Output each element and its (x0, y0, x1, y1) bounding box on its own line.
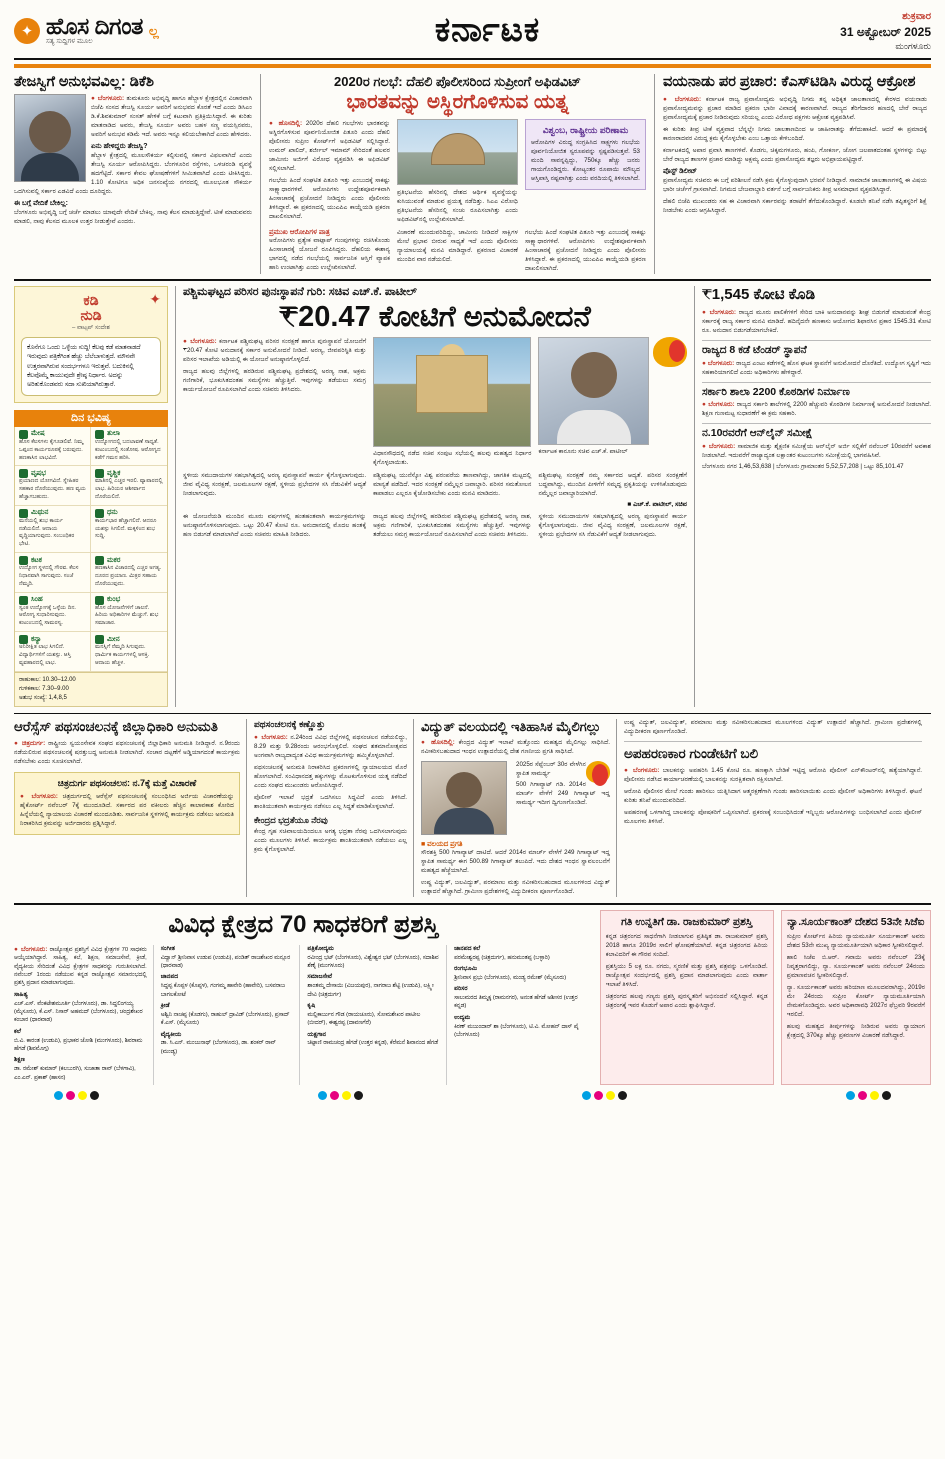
article-cji (781, 910, 931, 1085)
zodiac-item (91, 593, 167, 632)
article-body-2: ಆರೋಪಿ ಪೊಲೀಸರ ಮೇಲೆ ಗುಂಡು ಹಾರಿಸಲು ಯತ್ನಿಸಿದಾಗ ಆತ್ಮರಕ್ಷಣೆಗಾಗಿ ಗುಂಡು ಹಾರಿಸಲಾಯಿತು ಎಂದು ಪೊಲೀಸ್ ಅಧಿಕಾರಿಗಳು ತಿಳಿಸಿದ್ದಾರೆ. ಘಟನೆ ಕುರಿತು ತನಿಖೆ ಮುಂದುವರಿದಿದೆ. (624, 788, 922, 805)
award-column (454, 945, 593, 1085)
award-names: ಚಿಟ್ಟಾಣಿ ರಾಮಚಂದ್ರ ಹೆಗಡೆ (ಉತ್ತರ ಕನ್ನಡ), ಕೆರೆಮನೆ ಶಿವಾನಂದ ಹೆಗಡೆ (307, 1040, 439, 1047)
cyan-dot (582, 1091, 591, 1100)
sidebar-box-body: ಆರೋಪಿಗಳ ವಿರುದ್ಧ ಸಂಗ್ರಹಿಸಿದ ಸಾಕ್ಷ್ಯಗಳು ಗಲಭೆಯ ಪೂರ್ವನಿಯೋಜಿತ ಸ್ವರೂಪವನ್ನು ಸ್ಪಷ್ಟಪಡಿಸುತ್ತವೆ. 53 ಮಂದಿ ಸಾವನ್ನಪ್ಪಿದ್ದು, 750ಕ್ಕೂ ಹೆಚ್ಚು ಜನರು ಗಾಯಗೊಂಡಿದ್ದರು. ಕೋಟ್ಯಂತರ ರೂಪಾಯಿ ಮೌಲ್ಯದ ಆಸ್ತಿಪಾಸ್ತಿ ನಷ್ಟವಾಗಿತ್ತು ಎಂದು ವರದಿಯಲ್ಲಿ ತಿಳಿಸಲಾಗಿದೆ. (531, 139, 640, 183)
article-headline: ಅಪಹರಣಕಾರ ಗುಂಡೇಟಿಗೆ ಬಲಿ (624, 745, 759, 761)
black-dot (90, 1091, 99, 1100)
cyan-dot (54, 1091, 63, 1100)
article-subhead: ಏನು ಹೇಳಿದ್ದರು ತೇಜಸ್ವಿ? (91, 143, 148, 151)
award-category: ಕೃಷಿ (307, 1001, 316, 1009)
unlucky-numbers: ಅಶುಭ ಸಂಖ್ಯೆ: 1,4,8,5 (19, 694, 67, 701)
article-subhead-2: ಈ ಬಗ್ಗೆ ವೇದಿಕೆ ಬೇಕಿಲ್ಲ: (14, 200, 68, 208)
zodiac-name: ಮಿಥುನ (31, 509, 49, 517)
zodiac-text: ಅನಿರೀಕ್ಷಿತ ಲಾಭ ಸಿಗಲಿದೆ. ವಿದ್ಯಾರ್ಥಿಗಳಿಗೆ ಯಶಸ್ಸು. ಆಸ್ತಿ ವ್ಯವಹಾರದಲ್ಲಿ ಲಾಭ. (19, 644, 71, 666)
yellow-dot (606, 1091, 615, 1100)
article-body-4: ಅರೋಪಿಗಳು ಪ್ರತ್ಯೇಕ ವಾಟ್ಸಾಪ್ ಗುಂಪುಗಳನ್ನು ರಚಿಸಿಕೊಂಡು ಹಿಂಸಾಚಾರಕ್ಕೆ ಯೋಜನೆ ರೂಪಿಸಿದ್ದರು. ದೆಹಲಿಯ ಈಶಾನ್ಯ ಭಾಗದಲ್ಲಿ ನಡೆದ ಗಲಭೆಯಲ್ಲಿ ಸಾರ್ವಜನಿಕ ಆಸ್ತಿಗೆ ವ್ಯಾಪಕ ಹಾನಿ ಉಂಟಾಗಿತ್ತು ಎಂದು ಉಲ್ಲೇಖಿಸಲಾಗಿದೆ. (269, 237, 390, 272)
award-category: ವೈದ್ಯಕೀಯ (160, 1030, 182, 1038)
zodiac-text: ಹಣಕಾಸಿನ ವಿಚಾರದಲ್ಲಿ ಎಚ್ಚರ ಅಗತ್ಯ. ದೂರದ ಪ್ರಯಾಣ. ಮಿತ್ರರ ಸಹಾಯ ದೊರೆಯುವುದು. (94, 565, 162, 587)
zodiac-item (91, 632, 167, 671)
flame-icon: ✦ (14, 18, 40, 44)
article-body-1: ನ.24ರಿಂದ ವಿವಿಧ ಜಿಲ್ಲೆಗಳಲ್ಲಿ ಪಥಸಂಚಲನ ನಡೆಯಲಿದ್ದು, 8.29 ಮತ್ತು 9.28ರಂದು ಆರಂಭಗೊಳ್ಳಲಿದೆ. ಸಂಘದ ಶತಮಾನೋತ್ಸವದ ಅಂಗವಾಗಿ ರಾಜ್ಯದಾದ್ಯಂತ ವಿವಿಧ ಕಾರ್ಯಕ್ರಮಗಳನ್ನು ಹಮ್ಮಿಕೊಳ್ಳಲಾಗಿದೆ. (254, 733, 407, 759)
article-body-2: ಈ ಕುರಿತು ತೀವ್ರ ಟೀಕೆ ವ್ಯಕ್ತವಾದ ಬೆನ್ನಲ್ಲೇ ನಿಗಮ ಜಾಲತಾಣದಿಂದ ಆ ಜಾಹೀರಾತನ್ನು ತೆಗೆದುಹಾಕಿದೆ. ಆದರೆ ಈ ಪ್ರಮಾದಕ್ಕೆ ಕಾರಣರಾದವರ ವಿರುದ್ಧ ಕ್ರಮ ಕೈಗೊಳ್ಳಬೇಕು ಎಂಬ ಒತ್ತಾಯ ಕೇಳಿಬಂದಿದೆ. (663, 126, 927, 143)
award-names: ಪರಮೇಶ್ವರಪ್ಪ (ಚಿತ್ರದುರ್ಗ), ಹನುಮಂತಪ್ಪ (ಬಳ್ಳಾರಿ) (454, 954, 550, 961)
article-body-5: ದೆಹಲಿ ಬಿಜೆಪಿ ಮುಖಂಡರು ಸಹ ಈ ವಿಚಾರವಾಗಿ ಸರ್ಕಾರವನ್ನು ತರಾಟೆಗೆ ತೆಗೆದುಕೊಂಡಿದ್ದಾರೆ. ಕೂಡಲೇ ತನಿಖೆ ನಡೆಸಿ ತಪ್ಪಿತಸ್ಥರಿಗೆ ಶಿಕ್ಷೆ ನೀಡಬೇಕು ಎಂದು ಆಗ್ರಹಿಸಿದ್ದಾರೆ. (663, 198, 927, 215)
edition-city: ಮಂಗಳೂರು (895, 40, 931, 51)
star-icon: ✦ (149, 291, 161, 308)
zodiac-icon (19, 430, 28, 439)
photo-caption: ವಿಧಾನಸೌಧದಲ್ಲಿ ನಡೆದ ಸಚಿವ ಸಂಪುಟ ಸಭೆಯಲ್ಲಿ ಹಲವು ಮಹತ್ವದ ನಿರ್ಧಾರ ಕೈಗೊಳ್ಳಲಾಯಿತು. (373, 450, 532, 467)
article-subhead: ಕೇಂದ್ರದ ಭದ್ರತೆಯೂ ನೆರವು (254, 814, 328, 825)
award-category: ಶಿಕ್ಷಣ (14, 1056, 25, 1064)
article-body-2: ಹಾಲಿ ಸಿಜೆಐ ಬಿ.ಆರ್. ಗವಾಯಿ ಅವರು ನವೆಂಬರ್ 23ಕ್ಕೆ ನಿವೃತ್ತರಾಗಲಿದ್ದು, ನ್ಯಾ. ಸೂರ್ಯಕಾಂತ್ ಅವರು ನವೆಂಬರ್ 24ರಂದು ಪ್ರಮಾಣವಚನ ಸ್ವೀಕರಿಸಲಿದ್ದಾರೆ. (786, 953, 925, 979)
cyan-dot (318, 1091, 327, 1100)
sidebar-right (702, 286, 931, 706)
zodiac-icon (95, 430, 104, 439)
zodiac-item (15, 506, 91, 553)
quote-attribution: ■ ಎಚ್.ಕೆ. ಪಾಟೀಲ್, ಸಚಿವ (627, 501, 687, 509)
article-headline: ಗತಿ ಉನ್ನತಿಗೆ ಡಾ. ರಾಜಕುಮಾರ್ ಪ್ರಶಸ್ತಿ (621, 915, 753, 928)
award-names: ವಿದ್ವಾನ್ ಶ್ರೀನಿವಾಸ ಉಡುಪ (ಉಡುಪಿ), ಪಂಡಿತ್ ರಾಜಶೇಖರ ಮನ್ಸೂರ (ಧಾರವಾಡ) (160, 954, 291, 969)
sidebar-box (525, 119, 646, 190)
lead-headline: ₹20.47 ಕೋಟಿಗೆ ಅನುಮೋದನೆ (279, 301, 591, 334)
zodiac-item (15, 593, 91, 632)
award-category: ರಂಗಭೂಮಿ (454, 964, 478, 972)
zodiac-text: ಹೊಸ ಯೋಜನೆಗಳಿಗೆ ಚಾಲನೆ. ಹಿರಿಯ ಅಧಿಕಾರಿಗಳ ಮೆಚ್ಚುಗೆ. ಶುಭ ಸಮಾಚಾರ. (94, 604, 159, 627)
news-headline-1: ₹1,545 ಕೋಟಿ ಕೊಡಿ (701, 286, 816, 304)
zodiac-icon (95, 596, 104, 605)
article-body-1: 2020ರ ದೆಹಲಿ ಗಲಭೆಗಳು ಭಾರತವನ್ನು ಅಸ್ಥಿರಗೊಳಿಸುವ ಪೂರ್ವನಿಯೋಜಿತ ಪಿತೂರಿ ಎಂದು ದೆಹಲಿ ಪೊಲೀಸರು ಸುಪ್ರೀಂ ಕೋರ್ಟ್‌ಗೆ ಅಫಿಡವಿಟ್ ಸಲ್ಲಿಸಿದ್ದಾರೆ. ಉಮರ್ ಖಾಲಿದ್, ಶರ್ಜೀಲ್ ಇಮಾಮ್ ಸೇರಿದಂತೆ ಹಲವರ ಜಾಮೀನು ಅರ್ಜಿಗೆ ವಿರೋಧ ವ್ಯಕ್ತಪಡಿಸಿ ಈ ಅಫಿಡವಿಟ್ ಸಲ್ಲಿಸಲಾಗಿದೆ. (269, 120, 390, 173)
kadinudi-title-2: ನುಡಿ (80, 306, 102, 323)
sidebar-left (14, 286, 168, 706)
article-body-3: ಪ್ರತಿಭಟನೆಯ ಹೆಸರಿನಲ್ಲಿ ದೇಶದ ಆರ್ಥಿಕ ವ್ಯವಸ್ಥೆಯನ್ನು ಕುಸಿಯುವಂತೆ ಮಾಡುವ ಪ್ರಯತ್ನ ನಡೆದಿತ್ತು. ಸಿಎಎ ವಿರೋಧಿ ಪ್ರತಿಭಟನೆಯ ಹೆಸರಿನಲ್ಲಿ ಸಂಚು ರೂಪಿಸಲಾಗಿತ್ತು ಎಂದು ಅಫಿಡವಿಟ್‌ನಲ್ಲಿ ಉಲ್ಲೇಖಿಸಲಾಗಿದೆ. (397, 189, 518, 224)
kadinudi-text: ಕೊನೆಗೂ ಒಂದು ಒಳ್ಳೆಯ ಸುದ್ದಿ! ಕೆಲವು ಕಡೆ ಮಾತನಾಡದೆ ಇರುವುದು ಪತ್ರಿಕೆಗಿಂತ ಹೆಚ್ಚು ಬೆಲೆಬಾಳುತ್ತದೆ. ಮೌನವೇ ಉತ್ತರವಾಗಿರುವ ಸಂದರ್ಭಗಳೂ ಇರುತ್ತವೆ. ಬದುಕಿನಲ್ಲಿ ಕೆಲವೊಮ್ಮೆ ಕಾಯುವುದೇ ಶ್ರೇಷ್ಠ ನಿರ್ಧಾರ. ಅದನ್ನು ಅರಿತುಕೊಂಡವರು ಸದಾ ಸುಖಿಯಾಗಿರುತ್ತಾರೆ. (21, 337, 161, 396)
minister-caption: ಕರ್ನಾಟಕ ಕಾನೂನು ಸಚಿವ ಎಚ್.ಕೆ. ಪಾಟೀಲ್ (538, 448, 628, 456)
award-category: ಉದ್ಯಮ (454, 1013, 471, 1021)
zodiac-icon (95, 509, 104, 518)
award-column (161, 945, 301, 1085)
yellow-dot (342, 1091, 351, 1100)
article-dkshi (14, 74, 252, 274)
zodiac-text: ಉದ್ಯೋಗ ಸ್ಥಳದಲ್ಲಿ ಗೌರವ. ಕೆಲಸ ನಿಧಾನವಾಗಿ ಸಾಗುವುದು. ಸಂಜೆ ನೆಮ್ಮದಿ. (19, 565, 79, 587)
lead-body-4: ಪಶ್ಚಿಮಘಟ್ಟ ಯುನೆಸ್ಕೋ ವಿಶ್ವ ಪರಂಪರೆಯ ತಾಣವಾಗಿದ್ದು, ಜಾಗತಿಕ ಮಟ್ಟದಲ್ಲಿ ಮಾನ್ಯತೆ ಪಡೆದಿದೆ. ಇದರ ಸಂರಕ್ಷಣೆ ನಮ್ಮೆಲ್ಲರ ಜವಾಬ್ದಾರಿ. ಪರಿಸರ ಸಮತೋಲನ ಕಾಪಾಡಲು ಎಲ್ಲರೂ ಕೈಜೋಡಿಸಬೇಕು ಎಂದು ಮನವಿ ಮಾಡಿದರು. (373, 472, 532, 498)
article-body-4: ಹಲವು ಮಹತ್ವದ ತೀರ್ಪುಗಳನ್ನು ನೀಡಿರುವ ಅವರು ನ್ಯಾಯಾಂಗ ಕ್ಷೇತ್ರದಲ್ಲಿ 370ಕ್ಕೂ ಹೆಚ್ಚು ಪ್ರಕರಣಗಳ ವಿಚಾರಣೆ ನಡೆಸಿದ್ದಾರೆ. (786, 1022, 925, 1039)
highlight-byline: ● ಬೆಂಗಳೂರು: (20, 793, 58, 801)
article-delhi-riots (260, 74, 655, 274)
zodiac-item (15, 466, 91, 505)
zodiac-name: ಧನು (106, 509, 118, 517)
zodiac-text: ಕಾರ್ಯಭಾರ ಹೆಚ್ಚಾಗಲಿದೆ. ಆದರೂ ಯಶಸ್ಸು ಸಿಗಲಿದೆ. ಮಕ್ಕಳಿಂದ ಶುಭ ಸುದ್ದಿ. (94, 517, 157, 540)
gulikakala: ಗುಳಿಕಕಾಲ: 7.30–9.00 (19, 685, 69, 692)
article-byline: ● ಬೆಂಗಳೂರು: (91, 95, 125, 103)
lead-article (175, 286, 695, 706)
award-names: ಬಿ.ವಿ. ಕಾರಂತ (ಉಡುಪಿ), ಪ್ರಭಾಕರ ಜೋಶಿ (ಮಂಗಳೂರು), ಶಿವರಾಮ ಹೆಗಡೆ (ಶಿವಮೊಗ್ಗ) (14, 1037, 143, 1052)
zodiac-icon (19, 469, 28, 478)
article-subhead: ಪ್ರಮುಖ ಆರೋಪಿಗಳ ಪಾತ್ರ (269, 229, 330, 237)
award-category: ಯಕ್ಷಗಾನ (307, 1030, 327, 1038)
registration-dot-group (318, 1091, 363, 1100)
zodiac-item (15, 427, 91, 466)
vidhana-soudha-photo (373, 337, 531, 447)
news-item-2 (702, 340, 931, 378)
article-body-3: ಕರ್ನಾಟಕದಲ್ಲಿ ಅಪಾರ ಪ್ರವಾಸಿ ತಾಣಗಳಿವೆ. ಕೊಡಗು, ಚಿಕ್ಕಮಗಳೂರು, ಹಂಪಿ, ಗೋಕರ್ಣ, ಜೋಗ ಜಲಪಾತದಂತಹ ಸ್ಥಳಗಳನ್ನು ಬಿಟ್ಟು ಬೇರೆ ರಾಜ್ಯದ ತಾಣಗಳ ಪ್ರಚಾರ ಮಾಡಿದ್ದು ಅಕ್ಷಮ್ಯ ಎಂದು ಪ್ರವಾಸೋದ್ಯಮ ತಜ್ಞರು ಅಭಿಪ್ರಾಯಪಟ್ಟಿದ್ದಾರೆ. (663, 147, 927, 164)
minister-photo (421, 761, 507, 835)
yellow-dot (78, 1091, 87, 1100)
logo-subtitle: ಸತ್ಯ ಸುದ್ದಿಗಳ ಮೂಲ (46, 38, 93, 46)
article-awards (14, 910, 593, 1085)
registration-dot-group (846, 1091, 891, 1100)
rahukala: ರಾಹುಕಾಲ: 10.30–12.00 (19, 676, 76, 683)
article-headline: ತೇಜಸ್ವಿಗೆ ಅನುಭವವಿಲ್ಲ: ಡಿಕೆಶಿ (14, 73, 154, 90)
zodiac-name: ಕನ್ಯಾ (31, 635, 42, 643)
awards-intro: ರಾಜ್ಯೋತ್ಸವ ಪ್ರಶಸ್ತಿಗೆ ವಿವಿಧ ಕ್ಷೇತ್ರಗಳ 70 ಸಾಧಕರು ಆಯ್ಕೆಯಾಗಿದ್ದಾರೆ. ಸಾಹಿತ್ಯ, ಕಲೆ, ಶಿಕ್ಷಣ, ಸಮಾಜಸೇವೆ, ಕ್ರೀಡೆ, ವೈದ್ಯಕೀಯ ಸೇರಿದಂತೆ ವಿವಿಧ ಕ್ಷೇತ್ರಗಳ ಸಾಧಕರನ್ನು ಗುರುತಿಸಲಾಗಿದೆ. ನವೆಂಬರ್ 1ರಂದು ನಡೆಯುವ ಕನ್ನಡ ರಾಜ್ಯೋತ್ಸವ ಸಮಾರಂಭದಲ್ಲಿ ಪ್ರಶಸ್ತಿ ಪ್ರದಾನ ಮಾಡಲಾಗುವುದು. (14, 946, 147, 987)
article-headline: ವಿದ್ಯುತ್ ವಲಯದಲ್ಲಿ ಇತಿಹಾಸಿಕ ಮೈಲಿಗಲ್ಲು (421, 718, 601, 734)
article-body-2: ಹೆಬ್ಬಾಳ ಕ್ಷೇತ್ರದಲ್ಲಿ ಮೂಲಸೌಕರ್ಯ ಕಲ್ಪಿಸುವಲ್ಲಿ ಸರ್ಕಾರ ವಿಫಲವಾಗಿದೆ ಎಂದು ತೇಜಸ್ವಿ ಸೂರ್ಯ ಆರೋಪಿಸಿದ್ದರು. ಬೆಂಗಳೂರಿನ ರಸ್ತೆಗಳು, ಒಳಚರಂಡಿ ವ್ಯವಸ್ಥೆ ಹದಗೆಟ್ಟಿದೆ. ಸರ್ಕಾರ ಕೇವಲ ಘೋಷಣೆಗಳಿಗೆ ಸೀಮಿತವಾಗಿದೆ ಎಂದು ಟೀಕಿಸಿದ್ದರು. 1.10 ಕೋಟಿಗೂ ಅಧಿಕ ಜನಸಂಖ್ಯೆಯ ನಗರದಲ್ಲಿ ಮೂಲಭೂತ ಸೌಕರ್ಯ ಒದಗಿಸುವಲ್ಲಿ ಸರ್ಕಾರ ಎಡವಿದೆ ಎಂದು ದೂರಿದ್ದರು. (14, 152, 252, 196)
zodiac-text: ಉದ್ಯೋಗದಲ್ಲಿ ಬದಲಾವಣೆ ಸಾಧ್ಯತೆ. ಕುಟುಂಬದಲ್ಲಿ ಸಂತೋಷ. ಆರೋಗ್ಯದ ಕಡೆಗೆ ಗಮನ ಹರಿಸಿ. (94, 438, 161, 461)
kadinudi-box (14, 286, 168, 403)
black-dot (354, 1091, 363, 1100)
zodiac-icon (95, 469, 104, 478)
award-column (14, 945, 154, 1085)
news-byline-2: ● ಬೆಂಗಳೂರು: (701, 359, 735, 367)
zodiac-name: ಮಕರ (106, 556, 121, 564)
zodiac-text: ಸ್ವಂತ ಉದ್ಯೋಗಕ್ಕೆ ಒಳ್ಳೆಯ ದಿನ. ಆರೋಗ್ಯ ಸುಧಾರಿಸುವುದು. ಕುಟುಂಬದಲ್ಲಿ ಸಾಮರಸ್ಯ. (19, 604, 76, 627)
article-pathasanchalana (254, 719, 414, 897)
zodiac-name: ಸಿಂಹ (31, 596, 43, 604)
top-section (14, 74, 931, 274)
lead-body-7: ಸ್ಥಳೀಯ ಸಮುದಾಯಗಳ ಸಹಭಾಗಿತ್ವದಲ್ಲಿ ಅರಣ್ಯ ಪುನಃಸ್ಥಾಪನೆ ಕಾರ್ಯ ಕೈಗೊಳ್ಳಲಾಗುವುದು. ಜೀವ ವೈವಿಧ್ಯ ಸಂರಕ್ಷಣೆ, ಜಲಮೂಲಗಳ ರಕ್ಷಣೆ, ಸ್ಥಳೀಯ ಪ್ರಭೇದಗಳ ಸಸಿ ನೆಡುವಿಕೆಗೆ ಆದ್ಯತೆ ನೀಡಲಾಗುವುದು. (538, 513, 687, 539)
article-body-2: ಗಲಭೆಯ ಹಿಂದೆ ಸಂಘಟಿತ ಪಿತೂರಿ ಇತ್ತು ಎಂಬುದಕ್ಕೆ ಸಾಕಷ್ಟು ಸಾಕ್ಷ್ಯಾಧಾರಗಳಿವೆ. ಆರೋಪಿಗಳು ಉದ್ದೇಶಪೂರ್ವಕವಾಗಿ ಹಿಂಸಾಚಾರಕ್ಕೆ ಪ್ರಚೋದನೆ ನೀಡಿದ್ದರು ಎಂದು ಪೊಲೀಸರು ತಿಳಿಸಿದ್ದಾರೆ. ಈ ಪ್ರಕರಣದಲ್ಲಿ ಯುಎಪಿಎ ಕಾಯ್ದೆಯಡಿ ಪ್ರಕರಣ ದಾಖಲಿಸಲಾಗಿದೆ. (269, 177, 390, 221)
award-category: ಪರಿಸರ (454, 985, 468, 993)
awards-byline: ● ಬೆಂಗಳೂರು: (14, 945, 48, 953)
yellow-dot (870, 1091, 879, 1100)
zodiac-icon (95, 635, 104, 644)
zodiac-icon (19, 596, 28, 605)
news-item-3 (702, 382, 931, 420)
award-names: ಸಿದ್ದಪ್ಪ ಕೊಪ್ಪಳ (ಕೊಪ್ಪಳ), ಗಂಗಮ್ಮ ಹಾವೇರಿ (ಹಾವೇರಿ), ಬಸವರಾಜ ಬಾಗಲಕೋಟೆ (160, 983, 285, 998)
zodiac-text: ಮನೆಯಲ್ಲಿ ಶುಭ ಕಾರ್ಯ ನಡೆಯಲಿದೆ. ಆದಾಯ ವೃದ್ಧಿಯಾಗುವುದು. ಸಂಬಂಧಿಕರ ಭೇಟಿ. (19, 517, 75, 548)
highlight-title: 2025ರ ಸೆಪ್ಟೆಂಬರ್ 30ರ ವೇಳೆಗಿನ ಸ್ಥಾಪಿತ ಸಾಮರ್ಥ್ಯ (516, 760, 586, 777)
article-kicker: 2020ರ ಗಲಭೆ: ದೆಹಲಿ ಪೊಲೀಸರಿಂದ ಸುಪ್ರೀಂಗೆ ಅಫಿಡವಿಟ್ (333, 73, 581, 89)
zodiac-name: ವೃಶ್ಚಿಕ (106, 469, 121, 477)
article-body-4: ಕೇಂದ್ರ ಗೃಹ ಸಚಿವಾಲಯದಿಂದಲೂ ಅಗತ್ಯ ಭದ್ರತಾ ನೆರವು ಒದಗಿಸಲಾಗುವುದು ಎಂದು ಮೂಲಗಳು ತಿಳಿಸಿವೆ. ಕಾರ್ಯಕ್ರಮ ಶಾಂತಿಯುತವಾಗಿ ನಡೆಯಲು ಎಲ್ಲ ಕ್ರಮ ಕೈಗೊಳ್ಳಲಾಗಿದೆ. (254, 827, 407, 853)
zodiac-name: ವೃಷಭ (31, 469, 46, 477)
zodiac-item (15, 553, 91, 592)
highlight-body: ಚಿತ್ರದುರ್ಗದಲ್ಲಿ ಆರೆಸ್ಸೆಸ್ ಪಥಸಂಚಲನಕ್ಕೆ ಸಂಬಂಧಿಸಿದ ಅರ್ಜಿಯ ವಿಚಾರಣೆಯನ್ನು ಹೈಕೋರ್ಟ್ ನವೆಂಬರ್ 7ಕ್ಕೆ ಮುಂದೂಡಿದೆ. ಸರ್ಕಾರದ ಪರ ವಕೀಲರು ಹೆಚ್ಚಿನ ಕಾಲಾವಕಾಶ ಕೋರಿದ ಹಿನ್ನೆಲೆಯಲ್ಲಿ ನ್ಯಾಯಾಲಯ ವಿಚಾರಣೆ ಮುಂದೂಡಿತು. ಸಾರ್ವಜನಿಕ ಸ್ಥಳಗಳಲ್ಲಿ ಕಾರ್ಯಕ್ರಮ ನಡೆಸಲು ಅನುಮತಿ ನಿರಾಕರಿಸಿದ ಕ್ರಮವನ್ನು ಅರ್ಜಿದಾರರು ಪ್ರಶ್ನಿಸಿದ್ದಾರೆ. (20, 793, 234, 828)
horoscope-title: ದಿನ ಭವಿಷ್ಯ (14, 410, 168, 427)
article-headline: ನ್ಯಾ.ಸೂರ್ಯಕಾಂತ್ ದೇಶದ 53ನೇ ಸಿಜೆಐ (787, 915, 925, 928)
article-body: ರಾಷ್ಟ್ರೀಯ ಸ್ವಯಂಸೇವಕ ಸಂಘದ ಪಥಸಂಚಲನಕ್ಕೆ ಜಿಲ್ಲಾಧಿಕಾರಿ ಅನುಮತಿ ನೀಡಿದ್ದಾರೆ. ನ.9ರಂದು ನಡೆಯಲಿರುವ ಪಥಸಂಚಲನಕ್ಕೆ ಷರತ್ತುಬದ್ಧ ಅನುಮತಿ ನೀಡಲಾಗಿದೆ. ಸಂಚಾರ ದಟ್ಟಣೆಗೆ ಅಡ್ಡಿಯಾಗದಂತೆ ಕಾರ್ಯಕ್ರಮ ನಡೆಸಬೇಕು ಎಂದು ಸೂಚಿಸಲಾಗಿದೆ. (14, 740, 240, 766)
color-registration-marks (14, 1091, 931, 1100)
middle-section (14, 279, 931, 706)
awards-headline: ವಿವಿಧ ಕ್ಷೇತ್ರದ 70 ಸಾಧಕರಿಗೆ ಪ್ರಶಸ್ತಿ (168, 910, 439, 938)
article-rajkumar-award (600, 910, 774, 1085)
bottom-section (14, 903, 931, 1085)
mango-icon (653, 337, 687, 367)
zodiac-item (91, 506, 167, 553)
award-column (307, 945, 447, 1085)
accent-bar (14, 64, 931, 68)
filler-body: ಉಷ್ಣ ವಿದ್ಯುತ್, ಜಲವಿದ್ಯುತ್, ಪರಮಾಣು ಮತ್ತು ನವೀಕರಿಸಬಹುದಾದ ಮೂಲಗಳಿಂದ ವಿದ್ಯುತ್ ಉತ್ಪಾದನೆ ಹೆಚ್ಚಾಗಿದೆ. ಗ್ರಾಮೀಣ ಪ್ರದೇಶಗಳಲ್ಲಿ ವಿದ್ಯುದೀಕರಣ ಪೂರ್ಣಗೊಂಡಿದೆ. (624, 718, 922, 735)
news-headline-2: ರಾಜ್ಯದ 8 ಕಡೆ ಟೆಂಡರ್ ಸ್ಥಾಪನೆ (701, 343, 807, 356)
award-category: ಜಾನಪದ ಕಲೆ (454, 944, 481, 952)
article-body-3: ಬೆಂಗಳೂರು ಅಭಿವೃದ್ಧಿ ಬಗ್ಗೆ ಚರ್ಚೆ ಮಾಡಲು ಯಾವುದೇ ವೇದಿಕೆ ಬೇಕಿಲ್ಲ. ನಾವು ಕೆಲಸ ಮಾಡುತ್ತಿದ್ದೇವೆ. ಟೀಕೆ ಮಾಡುವವರು ಮಾಡಲಿ, ನಾವು ಕೆಲಸದ ಮೂಲಕ ಉತ್ತರ ನೀಡುತ್ತೇವೆ ಎಂದರು. (14, 209, 252, 226)
news-stats: ಬೆಂಗಳೂರು ನಗರ 1,46,53,638 | ಬೆಂಗಳೂರು ಗ್ರಾಮಾಂತರ 5,52,57,208 | ಒಟ್ಟು 85,101.47 (701, 462, 904, 470)
zodiac-name: ಕುಂಭ (106, 596, 121, 604)
award-names: ಮಲ್ಲಿಕಾರ್ಜುನ ಗೌಡ (ರಾಯಚೂರು), ಸೋಮಶೇಖರ ಪಾಟೀಲ (ಬೀದರ್), ಈಶ್ವರಪ್ಪ (ದಾವಣಗೆರೆ) (307, 1011, 421, 1027)
article-body-3: ಚಿತ್ರರಂಗದ ಹಲವು ಗಣ್ಯರು ಪ್ರಶಸ್ತಿ ಪುರಸ್ಕೃತರಿಗೆ ಅಭಿನಂದನೆ ಸಲ್ಲಿಸಿದ್ದಾರೆ. ಕನ್ನಡ ಚಿತ್ರರಂಗಕ್ಕೆ ಇವರ ಕೊಡುಗೆ ಅಪಾರ ಎಂದು ಶ್ಲಾಘಿಸಿದ್ದಾರೆ. (605, 992, 768, 1009)
sidebar-box-title: ವಿಶ್ವಂಬ, ರಾಷ್ಟ್ರೀಯ ಪರಿಣಾಮ (542, 125, 629, 136)
article-headline: ಆರೆಸ್ಸೆಸ್ ಪಥಸಂಚಲನಕ್ಕೆ ಜಿಲ್ಲಾಧಿಕಾರಿ ಅನುಮತಿ (14, 718, 218, 734)
award-category: ಪತ್ರಿಕೋದ್ಯಮ (307, 944, 334, 952)
zodiac-text: ಹೊಸ ಕೆಲಸಗಳು ಕೈಗೂಡಲಿವೆ. ನಿಮ್ಮ ಒಪ್ಪಂದ ಕಾರ್ಯರೂಪಕ್ಕೆ ಬರುವುದು. ಹಣಕಾಸಿನ ಲಾಭವಿದೆ. (19, 438, 84, 461)
lead-kicker: ಪಶ್ಚಿಮಘಟ್ಟದ ಪರಿಸರ ಪುನಃಸ್ಥಾಪನೆ ಗುರಿ: ಸಚಿವ ಎಚ್.ಕೆ. ಪಾಟೀಲ್ (182, 286, 417, 299)
news-byline-1: ● ಬೆಂಗಳೂರು: (701, 309, 737, 317)
article-subhead: ■ ವಲಯದ ಪ್ರಗತಿ (421, 840, 463, 848)
kadinudi-title-1: ಕಡಿ (83, 292, 99, 309)
news-body-2: ರಾಜ್ಯದ ಎಂಟು ಕಡೆಗಳಲ್ಲಿ ಹೊಸ ಘಟಕ ಸ್ಥಾಪನೆಗೆ ಅನುಮೋದನೆ ದೊರೆತಿದೆ. ಉದ್ಯೋಗ ಸೃಷ್ಟಿಗೆ ಇದು ಸಹಕಾರಿಯಾಗಲಿದೆ ಎಂದು ಅಧಿಕಾರಿಗಳು ಹೇಳಿದ್ದಾರೆ. (701, 359, 931, 376)
article-body-2: ಪಥಸಂಚಲನಕ್ಕೆ ಅನುಮತಿ ನಿರಾಕರಿಸಿದ ಪ್ರಕರಣಗಳಲ್ಲಿ ನ್ಯಾಯಾಲಯದ ಮೊರೆ ಹೋಗಲಾಗಿದೆ. ಸಂವಿಧಾನದತ್ತ ಹಕ್ಕುಗಳನ್ನು ಮೊಟಕುಗೊಳಿಸುವ ಯತ್ನ ನಡೆದಿದೆ ಎಂದು ಸಂಘದ ಮುಖಂಡರು ಆರೋಪಿಸಿದ್ದಾರೆ. (254, 763, 407, 789)
cyan-dot (846, 1091, 855, 1100)
horoscope-grid (14, 427, 168, 673)
lead-body-6: ರಾಜ್ಯದ ಹಲವು ಜಿಲ್ಲೆಗಳಲ್ಲಿ ಹರಡಿರುವ ಪಶ್ಚಿಮಘಟ್ಟ ಪ್ರದೇಶದಲ್ಲಿ ಅರಣ್ಯ ನಾಶ, ಅಕ್ರಮ ಗಣಿಗಾರಿಕೆ, ಭೂಕುಸಿತದಂತಹ ಸಮಸ್ಯೆಗಳು ಹೆಚ್ಚುತ್ತಿವೆ. ಇವುಗಳನ್ನು ತಡೆಯಲು ಸಮಗ್ರ ಕಾರ್ಯಯೋಜನೆ ರೂಪಿಸಲಾಗಿದೆ ಎಂದು ಸಚಿವರು ತಿಳಿಸಿದರು. (373, 513, 532, 539)
lead-body-2: ರಾಜ್ಯದ ಹಲವು ಜಿಲ್ಲೆಗಳಲ್ಲಿ ಹರಡಿರುವ ಪಶ್ಚಿಮಘಟ್ಟ ಪ್ರದೇಶದಲ್ಲಿ ಅರಣ್ಯ ನಾಶ, ಅಕ್ರಮ ಗಣಿಗಾರಿಕೆ, ಭೂಕುಸಿತದಂತಹ ಸಮಸ್ಯೆಗಳು ಹೆಚ್ಚುತ್ತಿವೆ. ಇವುಗಳನ್ನು ತಡೆಯಲು ಸಮಗ್ರ ಕಾರ್ಯಯೋಜನೆ ರೂಪಿಸಲಾಗಿದೆ ಎಂದು ಸಚಿವರು ತಿಳಿಸಿದರು. (182, 368, 367, 394)
award-names: ಡಾ. ರಮೇಶ್ ಕುಮಾರ್ (ಕಲಬುರಗಿ), ಸುಜಾತಾ ರಾವ್ (ಬೆಳಗಾವಿ), ಎಂ.ಎನ್. ಪ್ರಕಾಶ್ (ಹಾಸನ) (14, 1066, 136, 1081)
mango-icon (586, 761, 610, 783)
zodiac-name: ತುಲಾ (106, 430, 120, 438)
award-category: ಸಮಾಜಸೇವೆ (307, 973, 333, 981)
supreme-court-photo (397, 119, 518, 185)
zodiac-text: ಪ್ರಯಾಣದ ಯೋಗವಿದೆ. ಸ್ನೇಹಿತರ ಸಹಕಾರ ದೊರೆಯುವುದು. ಹಣ ವ್ಯಯ ಹೆಚ್ಚಾಗಬಹುದು. (19, 478, 86, 500)
magenta-dot (66, 1091, 75, 1100)
article-byline: ● ಬೆಂಗಳೂರು: (624, 767, 660, 775)
lead-body-3: ಸ್ಥಳೀಯ ಸಮುದಾಯಗಳ ಸಹಭಾಗಿತ್ವದಲ್ಲಿ ಅರಣ್ಯ ಪುನಃಸ್ಥಾಪನೆ ಕಾರ್ಯ ಕೈಗೊಳ್ಳಲಾಗುವುದು. ಜೀವ ವೈವಿಧ್ಯ ಸಂರಕ್ಷಣೆ, ಜಲಮೂಲಗಳ ರಕ್ಷಣೆ, ಸ್ಥಳೀಯ ಪ್ರಭೇದಗಳ ಸಸಿ ನೆಡುವಿಕೆಗೆ ಆದ್ಯತೆ ನೀಡಲಾಗುವುದು. (182, 472, 367, 498)
article-body-3: ನ್ಯಾ. ಸೂರ್ಯಕಾಂತ್ ಅವರು ಹರಿಯಾಣ ಮೂಲದವರಾಗಿದ್ದು, 2019ರ ಮೇ 24ರಂದು ಸುಪ್ರೀಂ ಕೋರ್ಟ್ ನ್ಯಾಯಮೂರ್ತಿಯಾಗಿ ನೇಮಕಗೊಂಡಿದ್ದರು. ಅವರ ಅಧಿಕಾರಾವಧಿ 2027ರ ಫೆಬ್ರವರಿ 9ರವರೆಗೆ ಇರಲಿದೆ. (786, 983, 925, 1018)
lead-byline: ● ಬೆಂಗಳೂರು: (182, 338, 217, 346)
zodiac-name: ಮೀನ (106, 635, 120, 643)
highlight-title: ಚಿತ್ರದುರ್ಗ ಪಥಸಂಚಲನ: ನ.7ಕ್ಕೆ ಮತ್ತೆ ವಿಚಾರಣೆ (57, 778, 197, 789)
edition-info (731, 10, 931, 52)
logo-title: ಹೊಸ ದಿಗಂತ (46, 13, 143, 40)
logo-mark: ಲ್ಲ (148, 22, 159, 38)
black-dot (618, 1091, 627, 1100)
zodiac-item (15, 632, 91, 671)
article-rss-permission (14, 719, 247, 897)
highlight-body: 500 ಗಿಗಾವ್ಯಾಟ್ ಗಡಿ. 2014ರ ಮಾರ್ಚ್ ವೇಳೆಗೆ 249 ಗಿಗಾವ್ಯಾಟ್ ಇದ್ದ ಸಾಮರ್ಥ್ಯ ಇದೀಗ ದ್ವಿಗುಣಗೊಂಡಿದೆ. (516, 780, 610, 806)
article-body-1: ಬಾಲಕನನ್ನು ಅಪಹರಿಸಿ 1.45 ಕೋಟಿ ರೂ. ಹಣಕ್ಕಾಗಿ ಬೇಡಿಕೆ ಇಟ್ಟಿದ್ದ ಆರೋಪಿ ಪೊಲೀಸ್ ಎನ್‌ಕೌಂಟರ್‌ನಲ್ಲಿ ಹತ್ಯೆಯಾಗಿದ್ದಾನೆ. ಪೊಲೀಸರು ನಡೆಸಿದ ಕಾರ್ಯಾಚರಣೆಯಲ್ಲಿ ಬಾಲಕನನ್ನು ಸುರಕ್ಷಿತವಾಗಿ ರಕ್ಷಿಸಲಾಗಿದೆ. (624, 767, 922, 784)
article-body: ತುಮಕೂರು ಅಭಿವೃದ್ಧಿ ಹಾಗೂ ಹೆಬ್ಬಾಳ ಕ್ಷೇತ್ರದಲ್ಲಿನ ವಿಚಾರವಾಗಿ ಬಿಜೆಪಿ ಸಂಸದ ತೇಜಸ್ವಿ ಸೂರ್ಯ ಅವರಿಗೆ ಅನುಭವದ ಕೊರತೆ ಇದೆ ಎಂದು ಡಿಸಿಎಂ ಡಿ.ಕೆ.ಶಿವಕುಮಾರ್ ಸಂಸತ್ ಹೇಳಿಕೆ ಬಗ್ಗೆ ಕಟುವಾಗಿ ಪ್ರತಿಕ್ರಿಯಿಸಿದ್ದಾರೆ. ಈ ಕುರಿತು ಮಾತನಾಡಿದ ಅವರು, ತೇಜಸ್ವಿ ಸೂರ್ಯ ಅವರು ಬಹಳ ಸಣ್ಣ ವಯಸ್ಸಿನವರು, ಅವರಿಗೆ ಅನುಭವ ಕಡಿಮೆ ಇದೆ. ಅವರು ಇನ್ನೂ ಕಲಿಯಬೇಕಾಗಿದೆ ಎಂದು ಹೇಳಿದರು. (91, 95, 252, 139)
lower-section (14, 713, 931, 897)
weekday: ಶುಕ್ರವಾರ (902, 11, 931, 22)
article-byline: ● ಹೊಸದಿಲ್ಲಿ: (421, 738, 455, 746)
award-category: ಕ್ರೀಡೆ (160, 1001, 170, 1009)
award-names: ಸಾಲುಮರದ ತಿಮ್ಮಕ್ಕ (ರಾಮನಗರ), ಅನಂತ ಹೆಗಡೆ ಅಶೀಸರ (ಉತ್ತರ ಕನ್ನಡ) (454, 994, 578, 1010)
publish-date: 31 ಅಕ್ಟೋಬರ್ 2025 (840, 24, 931, 39)
article-headline: ವಯನಾಡು ಪರ ಪ್ರಚಾರ: ಕೆಎಸ್‌ಟಿಡಿಸಿ ವಿರುದ್ಧ ಆಕ್ರೋಶ (663, 73, 916, 90)
zodiac-item (91, 427, 167, 466)
highlight-box (14, 772, 240, 835)
article-byline: ● ಚಿತ್ರದುರ್ಗ: (14, 740, 46, 748)
article-subhead: ಪೊಸ್ಟ್ ಡಿಲೀಟ್ (663, 168, 697, 176)
article-byline: ● ಬೆಂಗಳೂರು: (254, 733, 288, 741)
minister-photo (538, 337, 648, 445)
article-body-1: ಕನ್ನಡ ಚಿತ್ರರಂಗದ ಸಾಧನೆಗಾಗಿ ನೀಡಲಾಗುವ ಪ್ರತಿಷ್ಠಿತ ಡಾ. ರಾಜಕುಮಾರ್ ಪ್ರಶಸ್ತಿ 2018 ಹಾಗೂ 2019ರ ಸಾಲಿಗೆ ಘೋಷಣೆಯಾಗಿದೆ. ಕನ್ನಡ ಚಿತ್ರರಂಗದ ಹಿರಿಯ ಕಲಾವಿದರಿಗೆ ಈ ಗೌರವ ಸಂದಿದೆ. (605, 932, 768, 958)
article-body-6: ಗಲಭೆಯ ಹಿಂದೆ ಸಂಘಟಿತ ಪಿತೂರಿ ಇತ್ತು ಎಂಬುದಕ್ಕೆ ಸಾಕಷ್ಟು ಸಾಕ್ಷ್ಯಾಧಾರಗಳಿವೆ. ಆರೋಪಿಗಳು ಉದ್ದೇಶಪೂರ್ವಕವಾಗಿ ಹಿಂಸಾಚಾರಕ್ಕೆ ಪ್ರಚೋದನೆ ನೀಡಿದ್ದರು ಎಂದು ಪೊಲೀಸರು ತಿಳಿಸಿದ್ದಾರೆ. ಈ ಪ್ರಕರಣದಲ್ಲಿ ಯುಎಪಿಎ ಕಾಯ್ದೆಯಡಿ ಪ್ರಕರಣ ದಾಖಲಿಸಲಾಗಿದೆ. (525, 229, 646, 273)
news-item-4 (702, 423, 931, 472)
zodiac-item (91, 553, 167, 592)
article-byline: ● ಹೊಸದಿಲ್ಲಿ: (269, 120, 303, 128)
zodiac-name: ಮೇಷ (31, 430, 45, 438)
article-body-5: ವಿಚಾರಣೆ ಮುಂದುವರಿದಿದ್ದು, ಜಾಮೀನು ನೀಡಿದರೆ ಸಾಕ್ಷಿಗಳ ಮೇಲೆ ಪ್ರಭಾವ ಬೀರುವ ಸಾಧ್ಯತೆ ಇದೆ ಎಂದು ಪೊಲೀಸರು ನ್ಯಾಯಾಲಯಕ್ಕೆ ಮನವಿ ಮಾಡಿದ್ದಾರೆ. ಪ್ರಕರಣದ ವಿಚಾರಣೆ ಮುಂದಿನ ವಾರ ನಡೆಯಲಿದೆ. (397, 229, 518, 264)
article-body-2: ಸೌರಶಕ್ತಿ 500 ಗಿಗಾವ್ಯಾಟ್ ದಾಟಿದೆ. ಆದರೆ 2014ರ ಮಾರ್ಚ್ ವೇಳೆಗೆ 249 ಗಿಗಾವ್ಯಾಟ್ ಇದ್ದ ಸ್ಥಾಪಿತ ಸಾಮರ್ಥ್ಯ ಈಗ 500.89 ಗಿಗಾವ್ಯಾಟ್ ತಲುಪಿದೆ. ಇದು ದೇಶದ ಇಂಧನ ಸ್ವಾವಲಂಬನೆಗೆ ಮಹತ್ವದ ಹೆಜ್ಜೆಯಾಗಿದೆ. (421, 848, 610, 874)
news-byline-4: ● ಬೆಂಗಳೂರು: (701, 442, 736, 450)
news-headline-3: ಸರ್ಕಾರಿ ಶಾಲಾ 2200 ಕೊಠಡಿಗಳ ನಿರ್ಮಾಣ (701, 385, 850, 398)
article-headline: ಪಥಸಂಚಲನಕ್ಕೆ ಕಣ್ಣೊತ್ತು (254, 718, 326, 729)
masthead (14, 10, 931, 60)
zodiac-icon (19, 635, 28, 644)
black-dot (882, 1091, 891, 1100)
article-body-4: ಪ್ರವಾಸೋದ್ಯಮ ಸಚಿವರು ಈ ಬಗ್ಗೆ ಪರಿಶೀಲನೆ ನಡೆಸಿ ಕ್ರಮ ಕೈಗೊಳ್ಳುವುದಾಗಿ ಭರವಸೆ ನೀಡಿದ್ದಾರೆ. ಸಾಮಾಜಿಕ ಜಾಲತಾಣಗಳಲ್ಲಿ ಈ ವಿಷಯ ಭಾರೀ ಚರ್ಚೆಗೆ ಗ್ರಾಸವಾಗಿದೆ. ನಿಗಮದ ಬೇಜವಾಬ್ದಾರಿ ವರ್ತನೆ ಬಗ್ಗೆ ಸಾರ್ವಜನಿಕರು ತೀವ್ರ ಅಸಮಾಧಾನ ವ್ಯಕ್ತಪಡಿಸಿದ್ದಾರೆ. (663, 177, 927, 194)
page-title: ಕರ್ನಾಟಕ (434, 11, 541, 50)
award-names: ರವೀಂದ್ರ ಭಟ್ (ಬೆಂಗಳೂರು), ವಿಶ್ವೇಶ್ವರ ಭಟ್ (ಬೆಂಗಳೂರು), ಸದಾಶಿವ ಶೆಣೈ (ಮಂಗಳೂರು) (307, 954, 439, 969)
news-body-1: ರಾಜ್ಯದ ಮೂರು ಪಾಲಿಕೆಗಳಿಗೆ ಸೇರಿದ ಬಾಕಿ ಅನುದಾನವನ್ನು ಶೀಘ್ರ ಬಿಡುಗಡೆ ಮಾಡುವಂತೆ ಕೇಂದ್ರ ಸರ್ಕಾರಕ್ಕೆ ರಾಜ್ಯ ಸರ್ಕಾರ ಮನವಿ ಮಾಡಿದೆ. ಹದಿನೈದನೇ ಹಣಕಾಸು ಆಯೋಗದ ಶಿಫಾರಸಿನ ಪ್ರಕಾರ 1545.31 ಕೋಟಿ ರೂ. ಅನುದಾನ ಬಿಡುಗಡೆಯಾಗಬೇಕಿದೆ. (701, 309, 931, 334)
quote-body: ಪಶ್ಚಿಮಘಟ್ಟ ಸಂರಕ್ಷಣೆ ನಮ್ಮ ಸರ್ಕಾರದ ಆದ್ಯತೆ. ಪರಿಸರ ಸಂರಕ್ಷಣೆಗೆ ಬದ್ಧವಾಗಿದ್ದು, ಮುಂದಿನ ಪೀಳಿಗೆಗೆ ಸಮೃದ್ಧ ಪ್ರಕೃತಿಯನ್ನು ಉಳಿಸಿಕೊಡುವುದು ನಮ್ಮೆಲ್ಲರ ಜವಾಬ್ದಾರಿಯಾಗಿದೆ. (538, 472, 687, 498)
award-names: ಎಚ್.ಎಸ್. ವೆಂಕಟೇಶಮೂರ್ತಿ (ಬೆಂಗಳೂರು), ಡಾ. ಸಿದ್ದಲಿಂಗಯ್ಯ (ಮೈಸೂರು), ಕೆ.ಎಸ್. ನಿಸಾರ್ ಅಹಮದ್ (ಬೆಂಗಳೂರು), ಚಂದ್ರಶೇಖರ ಕಂಬಾರ (ಧಾರವಾಡ) (14, 1000, 143, 1024)
zodiac-icon (19, 509, 28, 518)
article-body-1: ಕರ್ನಾಟಕ ರಾಜ್ಯ ಪ್ರವಾಸೋದ್ಯಮ ಅಭಿವೃದ್ಧಿ ನಿಗಮ ತನ್ನ ಅಧಿಕೃತ ಜಾಲತಾಣದಲ್ಲಿ ಕೇರಳದ ವಯನಾಡು ಪ್ರವಾಸೋದ್ಯಮವನ್ನು ಪ್ರಚಾರ ಮಾಡಿದ ಪ್ರಕರಣ ಭಾರೀ ವಿವಾದಕ್ಕೆ ಕಾರಣವಾಗಿದೆ. ರಾಜ್ಯದ ತೆರಿಗೆದಾರರ ಹಣದಲ್ಲಿ ಬೇರೆ ರಾಜ್ಯದ ಪ್ರವಾಸೋದ್ಯಮಕ್ಕೆ ಪ್ರಚಾರ ನೀಡಿರುವುದು ಸರಿಯಲ್ಲ ಎಂದು ವಿರೋಧ ಪಕ್ಷಗಳು ಆಕ್ರೋಶ ವ್ಯಕ್ತಪಡಿಸಿವೆ. (663, 96, 927, 122)
registration-dot-group (582, 1091, 627, 1100)
registration-dot-group (54, 1091, 99, 1100)
news-body-3: ರಾಜ್ಯದ ಸರ್ಕಾರಿ ಶಾಲೆಗಳಲ್ಲಿ 2200 ಹೆಚ್ಚುವರಿ ಕೊಠಡಿಗಳ ನಿರ್ಮಾಣಕ್ಕೆ ಅನುಮೋದನೆ ನೀಡಲಾಗಿದೆ. ಶಿಕ್ಷಣ ಗುಣಮಟ್ಟ ಸುಧಾರಣೆಗೆ ಈ ಕ್ರಮ ಸಹಕಾರಿ. (701, 401, 931, 418)
article-byline: ● ಬೆಂಗಳೂರು: (663, 96, 702, 104)
article-wayanad (663, 74, 927, 274)
newspaper-logo[interactable] (14, 15, 244, 46)
award-names: ಶ್ರೀನಿವಾಸ ಪ್ರಭು (ಬೆಂಗಳೂರು), ಮಂಡ್ಯ ರಮೇಶ್ (ಮೈಸೂರು) (454, 974, 567, 981)
news-byline-3: ● ಬೆಂಗಳೂರು: (701, 401, 735, 409)
award-names: ಡಾ. ಸಿ.ಎನ್. ಮಂಜುನಾಥ್ (ಬೆಂಗಳೂರು), ಡಾ. ಶಂಕರ್ ರಾವ್ (ಮಂಡ್ಯ) (160, 1040, 277, 1055)
award-names: ಶಾಂತಮ್ಮ ದೇಸಾಯಿ (ವಿಜಯಪುರ), ನಾಗರಾಜ ಶೆಟ್ಟಿ (ಉಡುಪಿ), ಲಕ್ಷ್ಮೀ ದೇವಿ (ಚಿತ್ರದುರ್ಗ) (307, 983, 434, 998)
award-names: ಕಿರಣ್ ಮಜುಂದಾರ್ ಶಾ (ಬೆಂಗಳೂರು), ಟಿ.ವಿ. ಮೋಹನ್ ದಾಸ್ ಪೈ (ಬೆಂಗಳೂರು) (454, 1023, 579, 1038)
article-body-1: ಸುಪ್ರೀಂ ಕೋರ್ಟ್‌ನ ಹಿರಿಯ ನ್ಯಾಯಮೂರ್ತಿ ಸೂರ್ಯಕಾಂತ್ ಅವರು ದೇಶದ 53ನೇ ಮುಖ್ಯ ನ್ಯಾಯಮೂರ್ತಿಯಾಗಿ ಅಧಿಕಾರ ಸ್ವೀಕರಿಸಲಿದ್ದಾರೆ. (786, 932, 925, 949)
zodiac-icon (19, 556, 28, 565)
news-body-4: ಸಾಮಾಜಿಕ ಮತ್ತು ಶೈಕ್ಷಣಿಕ ಸಮೀಕ್ಷೆಯ ಆನ್‌ಲೈನ್ ಅರ್ಜಿ ಸಲ್ಲಿಕೆಗೆ ನವೆಂಬರ್ 10ರವರೆಗೆ ಅವಕಾಶ ನೀಡಲಾಗಿದೆ. ಇದುವರೆಗೆ ರಾಜ್ಯಾದ್ಯಂತ ಲಕ್ಷಾಂತರ ಕುಟುಂಬಗಳು ಸಮೀಕ್ಷೆಯಲ್ಲಿ ಭಾಗವಹಿಸಿವೆ. (701, 442, 931, 459)
zodiac-item (91, 466, 167, 505)
news-headline-4: ನ.10ರವರೆಗೆ ಆನ್‌ಲೈನ್ ಸಮೀಕ್ಷೆ (701, 427, 813, 440)
article-electricity (421, 719, 617, 897)
kadinudi-source: – ವಾಟ್ಸಪ್ ಸಂದೇಶ (72, 324, 110, 331)
lead-body-1: ಕರ್ನಾಟಕ ಪಶ್ಚಿಮಘಟ್ಟ ಪರಿಸರ ಸಂರಕ್ಷಣೆ ಹಾಗೂ ಪುನಃಸ್ಥಾಪನೆ ಯೋಜನೆಗೆ ₹20.47 ಕೋಟಿ ಅನುದಾನಕ್ಕೆ ಸರ್ಕಾರ ಅನುಮೋದನೆ ನೀಡಿದೆ. ಅರಣ್ಯ, ಜೀವಪರಿಸ್ಥಿತಿ ಮತ್ತು ಪರಿಸರ ಇಲಾಖೆಯ ಅಡಿಯಲ್ಲಿ ಈ ಯೋಜನೆ ಅನುಷ್ಠಾನಗೊಳ್ಳಲಿದೆ. (182, 338, 367, 364)
zodiac-text: ಮನಸ್ಸಿಗೆ ನೆಮ್ಮದಿ ಸಿಗುವುದು. ಧಾರ್ಮಿಕ ಕಾರ್ಯಗಳಲ್ಲಿ ಆಸಕ್ತಿ. ಆದಾಯ ಹೆಚ್ಚಳ. (94, 644, 150, 666)
zodiac-text: ಮಾತಿನಲ್ಲಿ ಎಚ್ಚರ ಇರಲಿ. ವ್ಯಾಪಾರದಲ್ಲಿ ಲಾಭ. ಹಿರಿಯರ ಆಶೀರ್ವಾದ ದೊರೆಯಲಿದೆ. (94, 478, 163, 500)
article-kidnapper (624, 719, 922, 897)
lead-body-5: ಈ ಯೋಜನೆಯಡಿ ಮುಂದಿನ ಮೂರು ವರ್ಷಗಳಲ್ಲಿ ಹಂತಹಂತವಾಗಿ ಕಾರ್ಯಕ್ರಮಗಳನ್ನು ಅನುಷ್ಠಾನಗೊಳಿಸಲಾಗುವುದು. ಒಟ್ಟು 20.47 ಕೋಟಿ ರೂ. ಅನುದಾನದಲ್ಲಿ ಮೊದಲ ಹಂತಕ್ಕೆ ಹಣ ಬಿಡುಗಡೆ ಮಾಡಲಾಗಿದೆ ಎಂದು ಸಚಿವರು ಮಾಹಿತಿ ನೀಡಿದರು. (182, 513, 367, 539)
zodiac-icon (95, 556, 104, 565)
award-names: ಅಶ್ವಿನಿ ನಾಚಪ್ಪ (ಕೊಡಗು), ರಾಹುಲ್ ದ್ರಾವಿಡ್ (ಬೆಂಗಳೂರು), ಪ್ರಸಾದ್ ಕೆ.ಎಸ್. (ಮೈಸೂರು) (160, 1011, 290, 1027)
article-body-2: ಪ್ರಶಸ್ತಿಯು 5 ಲಕ್ಷ ರೂ. ನಗದು, ಸ್ಮರಣಿಕೆ ಮತ್ತು ಪ್ರಶಸ್ತಿ ಪತ್ರವನ್ನು ಒಳಗೊಂಡಿದೆ. ರಾಜ್ಯೋತ್ಸವ ಸಂದರ್ಭದಲ್ಲಿ ಪ್ರಶಸ್ತಿ ಪ್ರದಾನ ಮಾಡಲಾಗುವುದು ಎಂದು ವಾರ್ತಾ ಇಲಾಖೆ ತಿಳಿಸಿದೆ. (605, 962, 768, 988)
award-category: ಸಾಹಿತ್ಯ (14, 990, 28, 998)
magenta-dot (594, 1091, 603, 1100)
award-category: ಕಲೆ (14, 1027, 21, 1035)
magenta-dot (858, 1091, 867, 1100)
article-body-3: ಪೊಲೀಸ್ ಇಲಾಖೆ ಭದ್ರತೆ ಒದಗಿಸಲು ಸಿದ್ಧವಿದೆ ಎಂದು ತಿಳಿಸಿದೆ. ಶಾಂತಿಯುತವಾಗಿ ಕಾರ್ಯಕ್ರಮ ನಡೆಸಲು ಎಲ್ಲ ಸಿದ್ಧತೆ ಮಾಡಿಕೊಳ್ಳಲಾಗಿದೆ. (254, 793, 407, 810)
award-category: ಸಂಗೀತ (160, 944, 175, 952)
magenta-dot (330, 1091, 339, 1100)
article-body-3: ಉಷ್ಣ ವಿದ್ಯುತ್, ಜಲವಿದ್ಯುತ್, ಪರಮಾಣು ಮತ್ತು ನವೀಕರಿಸಬಹುದಾದ ಮೂಲಗಳಿಂದ ವಿದ್ಯುತ್ ಉತ್ಪಾದನೆ ಹೆಚ್ಚಾಗಿದೆ. ಗ್ರಾಮೀಣ ಪ್ರದೇಶಗಳಲ್ಲಿ ವಿದ್ಯುದೀಕರಣ ಪೂರ್ಣಗೊಂಡಿದೆ. (421, 878, 610, 895)
article-body-1: ಕೇಂದ್ರದ ವಿದ್ಯುತ್ ಇಲಾಖೆ ಮತ್ತೊಂದು ಮಹತ್ವದ ಮೈಲಿಗಲ್ಲು ಸಾಧಿಸಿದೆ. ನವೀಕರಿಸಬಹುದಾದ ಇಂಧನ ಉತ್ಪಾದನೆಯಲ್ಲಿ ದೇಶ ಗಣನೀಯ ಪ್ರಗತಿ ಸಾಧಿಸಿದೆ. (421, 738, 610, 755)
portrait-photo (14, 94, 86, 182)
award-category: ಜಾನಪದ (160, 973, 179, 981)
article-body-3: ಅಪಹರಣಕ್ಕೆ ಒಳಗಾಗಿದ್ದ ಬಾಲಕನನ್ನು ಪೋಷಕರಿಗೆ ಒಪ್ಪಿಸಲಾಗಿದೆ. ಪ್ರಕರಣಕ್ಕೆ ಸಂಬಂಧಿಸಿದಂತೆ ಇನ್ನಿಬ್ಬರು ಆರೋಪಿಗಳನ್ನು ಬಂಧಿಸಲಾಗಿದೆ ಎಂದು ಪೊಲೀಸ್ ಮೂಲಗಳು ತಿಳಿಸಿವೆ. (624, 809, 922, 826)
horoscope-footer (14, 673, 168, 707)
article-headline: ಭಾರತವನ್ನು ಅಸ್ಥಿರಗೊಳಿಸುವ ಯತ್ನ (346, 91, 569, 114)
zodiac-name: ಕಟಕ (31, 556, 42, 564)
